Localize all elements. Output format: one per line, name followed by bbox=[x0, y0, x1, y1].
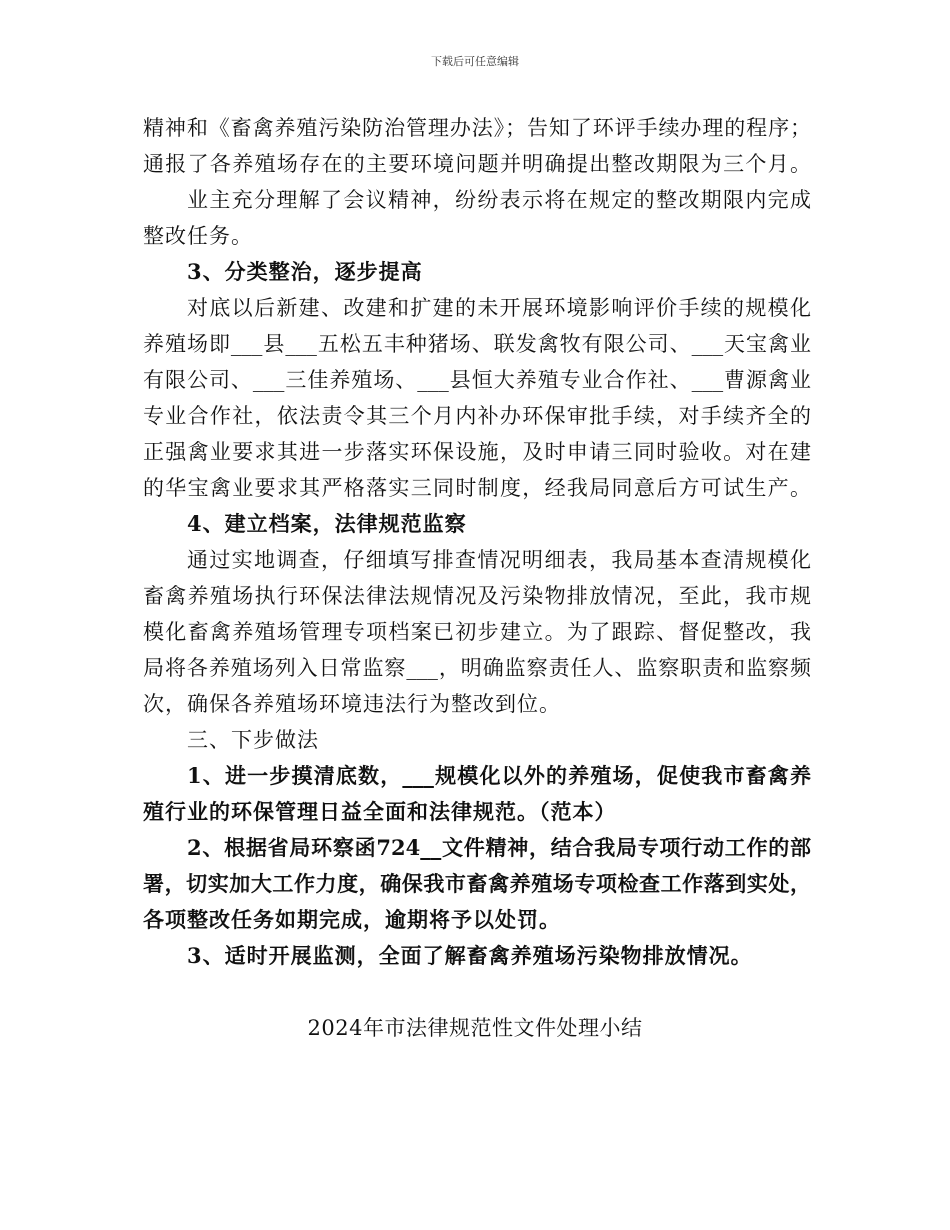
paragraph-line: 各项整改任务如期完成，逾期将予以处罚。 bbox=[143, 907, 561, 932]
paragraph-line: 养殖场即___县___五松五丰种猪场、联发禽牧有限公司、___天宝禽业 bbox=[143, 332, 811, 356]
section-heading: 4、建立档案，法律规范监察 bbox=[187, 511, 467, 536]
paragraph-line: 模化畜禽养殖场管理专项档案已初步建立。为了跟踪、督促整改，我 bbox=[143, 620, 811, 644]
paragraph-line: 对底以后新建、改建和扩建的未开展环境影响评价手续的规模化 bbox=[187, 296, 811, 320]
paragraph-line: 局将各养殖场列入日常监察___，明确监察责任人、监察职责和监察频 bbox=[143, 656, 811, 680]
section-heading: 3、分类整治，逐步提高 bbox=[187, 259, 423, 284]
paragraph-line: 有限公司、___三佳养殖场、___县恒大养殖专业合作社、___曹源禽业 bbox=[143, 368, 811, 392]
document-body bbox=[143, 110, 811, 974]
paragraph-line: 业主充分理解了会议精神，纷纷表示将在规定的整改期限内完成 bbox=[187, 188, 811, 212]
document-title: 2024年市法律规范性文件处理小结 bbox=[307, 1016, 643, 1040]
paragraph-line: 殖行业的环保管理日益全面和法律规范。（范本） bbox=[143, 799, 617, 824]
page-header: 下载后可任意编辑 bbox=[431, 55, 519, 68]
paragraph-line: 整改任务。 bbox=[143, 224, 253, 248]
paragraph-line: 畜禽养殖场执行环保法律法规情况及污染物排放情况，至此，我市规 bbox=[143, 584, 811, 608]
paragraph-line: 的华宝禽业要求其严格落实三同时制度，经我局同意后方可试生产。 bbox=[143, 476, 811, 500]
paragraph-line: 2、根据省局环察函724__文件精神，结合我局专项行动工作的部 bbox=[187, 835, 811, 860]
paragraph-line: 通过实地调查，仔细填写排查情况明细表，我局基本查清规模化 bbox=[187, 548, 811, 572]
paragraph-line: 次，确保各养殖场环境违法行为整改到位。 bbox=[143, 692, 561, 716]
paragraph-line: 通报了各养殖场存在的主要环境问题并明确提出整改期限为三个月。 bbox=[143, 152, 811, 176]
section-heading: 三、下步做法 bbox=[187, 728, 319, 752]
paragraph-line: 3、适时开展监测，全面了解畜禽养殖场污染物排放情况。 bbox=[187, 943, 753, 968]
paragraph-line: 1、进一步摸清底数，___规模化以外的养殖场，促使我市畜禽养 bbox=[187, 763, 811, 788]
paragraph-line: 署，切实加大工作力度，确保我市畜禽养殖场专项检查工作落到实处， bbox=[143, 871, 811, 896]
paragraph-line: 专业合作社，依法责令其三个月内补办环保审批手续，对手续齐全的 bbox=[143, 404, 811, 428]
paragraph-line: 精神和《畜禽养殖污染防治管理办法》；告知了环评手续办理的程序； bbox=[143, 116, 811, 140]
paragraph-line: 正强禽业要求其进一步落实环保设施，及时申请三同时验收。对在建 bbox=[143, 440, 811, 464]
